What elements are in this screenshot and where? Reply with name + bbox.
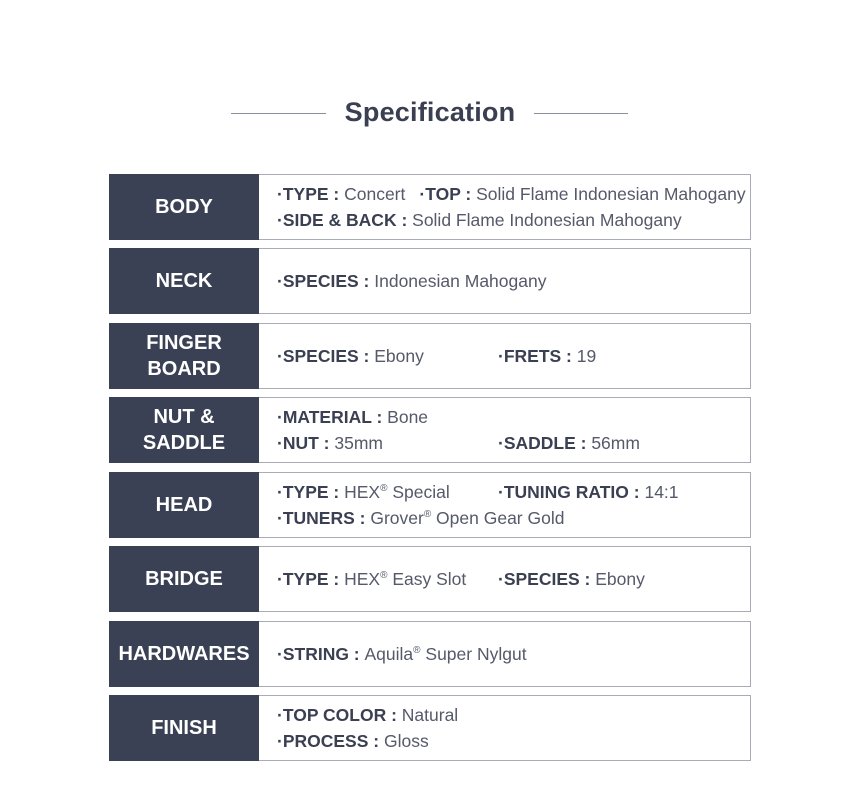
- spec-details: [259, 174, 751, 240]
- spec-item: [277, 728, 429, 754]
- spec-value: 19: [576, 346, 597, 366]
- spec-category-label: BODY: [109, 174, 259, 240]
- spec-value: Ebony: [595, 569, 645, 589]
- spec-key: ·TUNERS :: [277, 508, 371, 528]
- spec-item: [498, 430, 640, 456]
- spec-details: [259, 546, 751, 612]
- spec-row: [109, 472, 751, 538]
- spec-row: [109, 248, 751, 314]
- spec-item: [498, 566, 645, 592]
- spec-item: [277, 702, 458, 728]
- spec-item: [419, 181, 745, 207]
- spec-value: Solid Flame Indonesian Mahogany: [412, 210, 682, 230]
- spec-item: [498, 479, 679, 505]
- spec-value: Natural: [401, 705, 459, 725]
- page-title: Specification: [344, 97, 516, 127]
- spec-row: [109, 174, 751, 240]
- spec-category-label: FINISH: [109, 695, 259, 761]
- spec-item: [498, 343, 596, 369]
- spec-key: ·PROCESS :: [277, 731, 384, 751]
- spec-value: Gloss: [383, 731, 429, 751]
- spec-row: [109, 323, 751, 389]
- spec-value: 14:1: [644, 482, 679, 502]
- spec-category-label: HEAD: [109, 472, 259, 538]
- spec-key: ·TOP :: [419, 184, 477, 204]
- spec-line: [277, 207, 750, 233]
- spec-details: [259, 397, 751, 463]
- spec-row: [109, 546, 751, 612]
- spec-value: 35mm: [334, 433, 383, 453]
- spec-header: [0, 94, 860, 130]
- spec-key: ·TOP COLOR :: [277, 705, 402, 725]
- spec-category-label: NUT & SADDLE: [109, 397, 259, 463]
- spec-item: [277, 641, 527, 667]
- spec-key: ·TYPE :: [277, 482, 345, 502]
- spec-line: [277, 505, 750, 531]
- spec-item: [277, 479, 450, 505]
- spec-item: [277, 343, 424, 369]
- spec-table: [109, 174, 751, 769]
- spec-category-label: FINGER BOARD: [109, 323, 259, 389]
- spec-value: Grover® Open Gear Gold: [370, 508, 565, 528]
- spec-row: [109, 621, 751, 687]
- spec-category-label: HARDWARES: [109, 621, 259, 687]
- spec-key: ·SPECIES :: [498, 569, 596, 589]
- spec-item: [277, 404, 428, 430]
- spec-details: [259, 695, 751, 761]
- spec-line: [277, 702, 750, 728]
- spec-value: Bone: [387, 407, 429, 427]
- spec-line: [277, 641, 750, 667]
- spec-key: ·SADDLE :: [498, 433, 592, 453]
- spec-details: [259, 248, 751, 314]
- spec-line: [277, 430, 750, 456]
- spec-value: Concert: [344, 184, 406, 204]
- spec-value: Aquila® Super Nylgut: [364, 644, 527, 664]
- spec-item: [277, 566, 466, 592]
- spec-line: [277, 268, 750, 294]
- spec-category-label: BRIDGE: [109, 546, 259, 612]
- spec-line: [277, 479, 750, 505]
- spec-key: ·TYPE :: [277, 184, 345, 204]
- spec-value: HEX® Special: [344, 482, 450, 502]
- spec-key: ·FRETS :: [498, 346, 577, 366]
- spec-details: [259, 323, 751, 389]
- spec-key: ·TUNING RATIO :: [498, 482, 645, 502]
- spec-line: [277, 566, 750, 592]
- spec-value: HEX® Easy Slot: [344, 569, 467, 589]
- spec-item: [277, 207, 682, 233]
- spec-item: [277, 505, 564, 531]
- spec-key: ·SPECIES :: [277, 271, 375, 291]
- spec-item: [277, 268, 546, 294]
- spec-line: [277, 404, 750, 430]
- spec-value: Indonesian Mahogany: [374, 271, 547, 291]
- spec-key: ·SPECIES :: [277, 346, 375, 366]
- spec-key: ·MATERIAL :: [277, 407, 388, 427]
- spec-item: [277, 181, 405, 207]
- spec-key: ·NUT :: [277, 433, 335, 453]
- spec-row: [109, 695, 751, 761]
- spec-details: [259, 621, 751, 687]
- spec-key: ·SIDE & BACK :: [277, 210, 413, 230]
- title-divider-right: [534, 113, 628, 114]
- spec-row: [109, 397, 751, 463]
- spec-value: Ebony: [374, 346, 424, 366]
- spec-category-label: NECK: [109, 248, 259, 314]
- spec-value: 56mm: [591, 433, 640, 453]
- spec-line: [277, 343, 750, 369]
- spec-key: ·STRING :: [277, 644, 365, 664]
- spec-item: [277, 430, 383, 456]
- spec-line: [277, 181, 750, 207]
- spec-line: [277, 728, 750, 754]
- spec-value: Solid Flame Indonesian Mahogany: [476, 184, 746, 204]
- spec-details: [259, 472, 751, 538]
- spec-key: ·TYPE :: [277, 569, 345, 589]
